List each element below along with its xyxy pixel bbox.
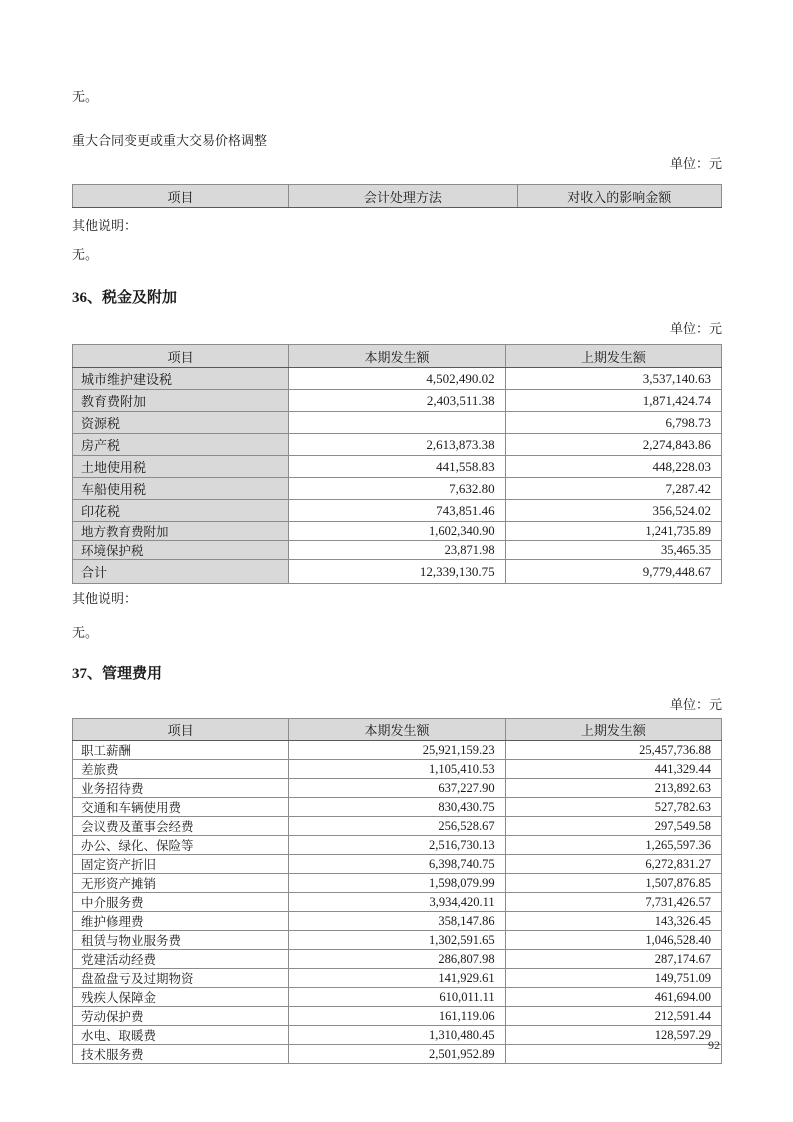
cell-item-label: 土地使用税	[73, 456, 289, 478]
cell-amount: 25,457,736.88	[505, 741, 721, 760]
cell-item-label: 业务招待费	[73, 779, 289, 798]
cell-item-label: 环境保护税	[73, 541, 289, 560]
table-header-row	[73, 185, 722, 208]
table-row	[73, 855, 722, 874]
cell-amount: 2,516,730.13	[289, 836, 505, 855]
table-row	[73, 522, 722, 541]
unit-label: 单位：元	[669, 321, 722, 336]
column-header-current-period: 本期发生额	[289, 719, 505, 741]
table-row	[73, 412, 722, 434]
none-text: 无。	[72, 625, 99, 640]
table-row	[73, 893, 722, 912]
section-37-title: 37、管理费用	[72, 666, 163, 682]
none-text: 无。	[72, 89, 99, 104]
cell-amount: 286,807.98	[289, 950, 505, 969]
cell-amount: 3,537,140.63	[505, 368, 721, 390]
cell-amount: 25,921,159.23	[289, 741, 505, 760]
cell-amount: 461,694.00	[505, 988, 721, 1007]
cell-amount: 2,501,952.89	[289, 1045, 505, 1064]
cell-item-label: 党建活动经费	[73, 950, 289, 969]
cell-amount: 35,465.35	[505, 541, 721, 560]
column-header-accounting-method: 会计处理方法	[289, 185, 517, 208]
cell-amount: 6,272,831.27	[505, 855, 721, 874]
cell-item-label: 中介服务费	[73, 893, 289, 912]
table-row	[73, 988, 722, 1007]
table-row	[73, 817, 722, 836]
table-row	[73, 1007, 722, 1026]
cell-amount: 356,524.02	[505, 500, 721, 522]
cell-amount: 1,598,079.99	[289, 874, 505, 893]
cell-amount: 1,265,597.36	[505, 836, 721, 855]
unit-label: 单位：元	[669, 156, 722, 171]
cell-amount: 23,871.98	[289, 541, 505, 560]
table-row	[73, 1026, 722, 1045]
cell-amount: 1,310,480.45	[289, 1026, 505, 1045]
table-header-row	[73, 719, 722, 741]
table-row	[73, 390, 722, 412]
table-row	[73, 969, 722, 988]
cell-item-label: 盘盈盘亏及过期物资	[73, 969, 289, 988]
cell-amount: 448,228.03	[505, 456, 721, 478]
column-header-item: 项目	[73, 185, 289, 208]
cell-item-label: 房产税	[73, 434, 289, 456]
cell-amount: 212,591.44	[505, 1007, 721, 1026]
table-row	[73, 760, 722, 779]
cell-item-label: 劳动保护费	[73, 1007, 289, 1026]
cell-item-label: 交通和车辆使用费	[73, 798, 289, 817]
cell-amount: 1,507,876.85	[505, 874, 721, 893]
cell-amount: 1,602,340.90	[289, 522, 505, 541]
cell-amount: 7,287.42	[505, 478, 721, 500]
cell-amount: 2,613,873.38	[289, 434, 505, 456]
cell-amount: 128,597.29	[505, 1026, 721, 1045]
cell-amount: 1,046,528.40	[505, 931, 721, 950]
cell-item-label: 合计	[73, 560, 289, 584]
cell-item-label: 固定资产折旧	[73, 855, 289, 874]
table-row	[73, 560, 722, 584]
cell-item-label: 车船使用税	[73, 478, 289, 500]
table-row	[73, 874, 722, 893]
cell-amount: 9,779,448.67	[505, 560, 721, 584]
cell-amount: 743,851.46	[289, 500, 505, 522]
column-header-item: 项目	[73, 345, 289, 368]
table-row	[73, 434, 722, 456]
tax-surcharge-table	[72, 344, 722, 584]
cell-amount: 6,798.73	[505, 412, 721, 434]
cell-amount: 441,558.83	[289, 456, 505, 478]
contract-adjustment-subheading: 重大合同变更或重大交易价格调整	[72, 133, 268, 148]
table-row	[73, 478, 722, 500]
cell-item-label: 办公、绿化、保险等	[73, 836, 289, 855]
cell-item-label: 地方教育费附加	[73, 522, 289, 541]
cell-item-label: 残疾人保障金	[73, 988, 289, 1007]
cell-amount: 161,119.06	[289, 1007, 505, 1026]
cell-item-label: 城市维护建设税	[73, 368, 289, 390]
cell-amount: 2,403,511.38	[289, 390, 505, 412]
column-header-prior-period: 上期发生额	[505, 719, 721, 741]
table-row	[73, 836, 722, 855]
cell-amount: 1,105,410.53	[289, 760, 505, 779]
cell-item-label: 资源税	[73, 412, 289, 434]
cell-amount: 7,731,426.57	[505, 893, 721, 912]
cell-amount: 358,147.86	[289, 912, 505, 931]
cell-amount: 637,227.90	[289, 779, 505, 798]
cell-amount: 143,326.45	[505, 912, 721, 931]
cell-amount: 287,174.67	[505, 950, 721, 969]
cell-amount: 527,782.63	[505, 798, 721, 817]
cell-item-label: 水电、取暖费	[73, 1026, 289, 1045]
cell-amount: 2,274,843.86	[505, 434, 721, 456]
cell-amount: 149,751.09	[505, 969, 721, 988]
table-row	[73, 1045, 722, 1064]
cell-amount: 830,430.75	[289, 798, 505, 817]
cell-item-label: 维护修理费	[73, 912, 289, 931]
contract-adjustment-table	[72, 184, 722, 208]
table-header-row	[73, 345, 722, 368]
cell-amount: 1,302,591.65	[289, 931, 505, 950]
cell-item-label: 租赁与物业服务费	[73, 931, 289, 950]
cell-amount: 4,502,490.02	[289, 368, 505, 390]
table-row	[73, 456, 722, 478]
cell-item-label: 会议费及董事会经费	[73, 817, 289, 836]
table-row	[73, 541, 722, 560]
cell-item-label: 职工薪酬	[73, 741, 289, 760]
table-row	[73, 931, 722, 950]
column-header-current-period: 本期发生额	[289, 345, 505, 368]
table-row	[73, 741, 722, 760]
column-header-prior-period: 上期发生额	[505, 345, 721, 368]
cell-item-label: 差旅费	[73, 760, 289, 779]
unit-label: 单位：元	[669, 697, 722, 712]
table-row	[73, 500, 722, 522]
table-row	[73, 798, 722, 817]
column-header-revenue-impact: 对收入的影响金额	[517, 185, 721, 208]
cell-amount: 441,329.44	[505, 760, 721, 779]
table-row	[73, 368, 722, 390]
admin-expense-table	[72, 718, 722, 1064]
table-row	[73, 912, 722, 931]
cell-amount	[505, 1045, 721, 1064]
other-note-label: 其他说明：	[72, 591, 138, 606]
cell-amount: 6,398,740.75	[289, 855, 505, 874]
cell-item-label: 无形资产摊销	[73, 874, 289, 893]
none-text: 无。	[72, 247, 99, 262]
column-header-item: 项目	[73, 719, 289, 741]
page-number: 92	[708, 1038, 720, 1052]
cell-amount: 1,241,735.89	[505, 522, 721, 541]
other-note-label: 其他说明：	[72, 218, 138, 233]
cell-amount: 3,934,420.11	[289, 893, 505, 912]
cell-amount: 297,549.58	[505, 817, 721, 836]
cell-amount: 610,011.11	[289, 988, 505, 1007]
table-row	[73, 950, 722, 969]
cell-item-label: 教育费附加	[73, 390, 289, 412]
cell-amount	[289, 412, 505, 434]
section-36-title: 36、税金及附加	[72, 290, 178, 306]
cell-amount: 1,871,424.74	[505, 390, 721, 412]
cell-item-label: 技术服务费	[73, 1045, 289, 1064]
cell-amount: 12,339,130.75	[289, 560, 505, 584]
cell-amount: 7,632.80	[289, 478, 505, 500]
cell-item-label: 印花税	[73, 500, 289, 522]
table-row	[73, 779, 722, 798]
cell-amount: 141,929.61	[289, 969, 505, 988]
cell-amount: 256,528.67	[289, 817, 505, 836]
cell-amount: 213,892.63	[505, 779, 721, 798]
